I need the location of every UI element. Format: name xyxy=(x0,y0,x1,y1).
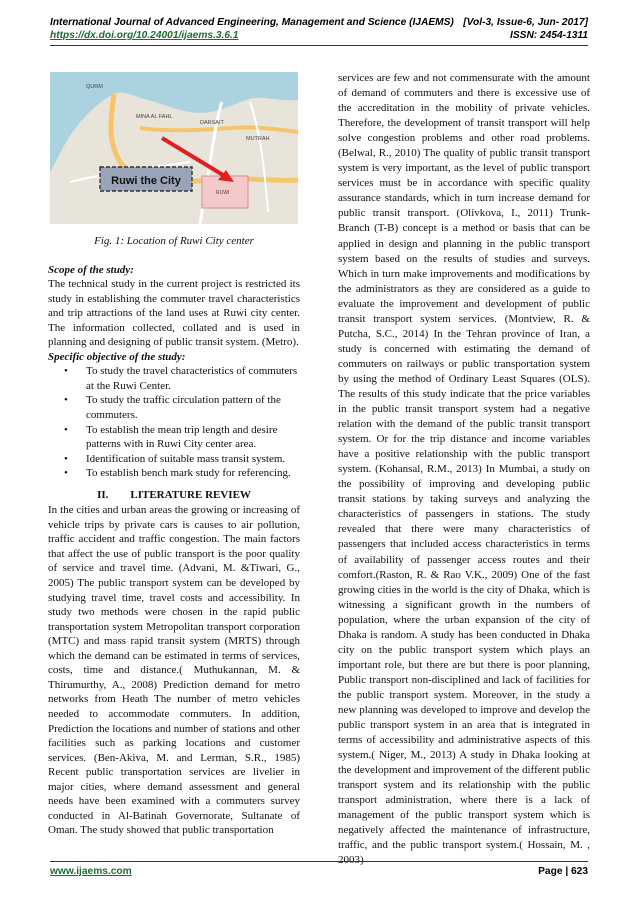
objectives-list xyxy=(48,364,300,480)
place-mina-al-fahl: MINA AL FAHL xyxy=(136,114,173,120)
bullet-icon: • xyxy=(64,467,68,480)
objective-heading: Specific objective of the study: xyxy=(48,350,186,363)
bullet-icon: • xyxy=(64,365,68,378)
doi-link[interactable]: https://dx.doi.org/10.24001/ijaems.3.6.1 xyxy=(50,30,239,41)
map-graphic xyxy=(50,72,298,224)
map-label: Ruwi the City xyxy=(111,175,181,187)
place-mutrah: MUTRAH xyxy=(246,136,270,142)
website-link[interactable]: www.ijaems.com xyxy=(50,866,132,877)
right-column xyxy=(338,71,590,868)
header-rule xyxy=(50,45,588,46)
figure-caption: Fig. 1: Location of Ruwi City center xyxy=(94,235,254,247)
list-item: • To study the travel characteristics of commuters at the Ruwi Center. xyxy=(64,365,298,392)
list-item: • To study the traffic circulation pattern of the commuters. xyxy=(64,394,281,422)
place-ruwi: RUWI xyxy=(216,190,230,196)
page-number: Page | 623 xyxy=(538,866,588,877)
location-map xyxy=(50,72,298,224)
scope-heading: Scope of the study: xyxy=(48,263,134,276)
list-item: • To establish bench mark study for referencing. xyxy=(64,467,291,480)
place-qurm: QURM xyxy=(86,84,103,90)
list-item: • Identification of suitable mass transit system. xyxy=(64,452,286,465)
list-item: • To establish the mean trip length and desire patterns with in Ruwi City center area. xyxy=(64,423,278,451)
section-heading: II. LITERATURE REVIEW xyxy=(97,488,251,501)
review-paragraph-continued: services are few and not commensurate with the amount of demand of commuters and there is excessive use of the accreditation in the mobility of private vehicles. Therefore, the development of transit transport will help solve congestion problems and other road problems. (Belwal, R., 2010) The quality of public transit transport system is very important, as the level of public transport services must be in accordance with specific quality assurance standards, which in turn increase demand for public transit transport. (Olivkova, I., 2011) Trunk-Branch (T-B) concept is a method or basis that can be applied in design and planning in the public transport system based on the results of studies and surveys. Which in turn make improvements and modifications by the administrators as they are considered as a guide to evaluate the improvement and development of public transit transport system services. (Montview, R. & Putcha, S.C., 2014) In the Tehran province of Iran, a study is concerned with estimating the demand of commuters on railways or public transportation system by using the method of Ordinary Least Squares (OLS). The results of this study indicate that the price variables in the public transit transport system had a negative relation with the demand of the public transit transport system. Or for the trip distance and income variables have a positive relationship with the public transport system. (Kohansal, R.M., 2013) In Mumbai, a study on the possibility of improving and developing public transit stations by taking surveys and analyzing the characteristics of passengers in stations. The study revealed that there were many characteristics of passengers that included access characteristics in terms of availability of passenger access routes and their comfort.(Raston, R. & Rao V.K., 2009) One of the fast growing cities in the world is the city of Dhaka, which is witnessing a significant growth in the numbers of population, where the urban expansion of the city of Dhaka is random. A study has been conducted in Dhaka city on the public transport system which plays an important role, but there are but there is poor planning, Public transport non-disciplined and lack of facilities for the public transport system. Moreover, in the study a new planning was developed to improve and develop the public transport system in an area that is integrated in terms of accessibility and administrative aspects of this system.( Niger, M., 2013) A study in Dhaka looking at the development and improvement of the different public transport system and its relationship with the public transport administration, where there is a lack of management of the public transport system which is negatively affected the maintenance of infrastructure, traffic, and the public transport system.( Hossain, M. , xyxy=(338,72,590,852)
journal-title: International Journal of Advanced Engineering, Management and Science (IJAEMS) xyxy=(50,17,454,28)
place-darsait: DARSAIT xyxy=(200,120,224,126)
issn: ISSN: 2454-1311 xyxy=(510,30,588,41)
scope-paragraph: The technical study in the current project is restricted its study in establishing the commuter travel characteristics and trip attractions of the land uses at Ruwi city center. The information collected, collated and is used in planning and designing of public transit system. (Metro). xyxy=(48,278,300,349)
bullet-icon: • xyxy=(64,423,68,436)
bullet-icon: • xyxy=(64,394,68,407)
footer-rule xyxy=(50,861,588,862)
bullet-icon: • xyxy=(64,452,68,465)
left-column xyxy=(48,72,300,838)
review-paragraph: In the cities and urban areas the growing or increasing of vehicle trips by private cars is causes to air pollution, traffic accident and traffic congestion. The main factors that affect the use of public transport is the poor quality of service and travel time. (Advani, M. &Tiwari, G., 2005) The public transport system can be developed by studying travel time, travel costs and accessibility. In study two methods were chosen in the rapid public transportation system Metropolitan transport corporation (MTC) and mass rapid transit system (MRTS) through which the demand can be estimated in terms of services, costs, time and distance.( Muthukannan, M. & Thirumurthy, A., 2008) Prediction demand for metro networks from Heath The number of metro vehicles needed to accommodate commuters. In addition, Prediction the locations and number of stations and other facilities such as parking locations and customer services. (Ben-Akiva, M. and Lerman, S.R., 1985) Recent public transportation services are livelier in major cities, where demand assessment and general needs have been examined with a commuters survey conducted in Al-Batinah Governorate, Sultanate of Oman. The study showed that public transportation xyxy=(48,504,300,837)
issue-info: [Vol-3, Issue-6, Jun- 2017] xyxy=(463,17,588,28)
